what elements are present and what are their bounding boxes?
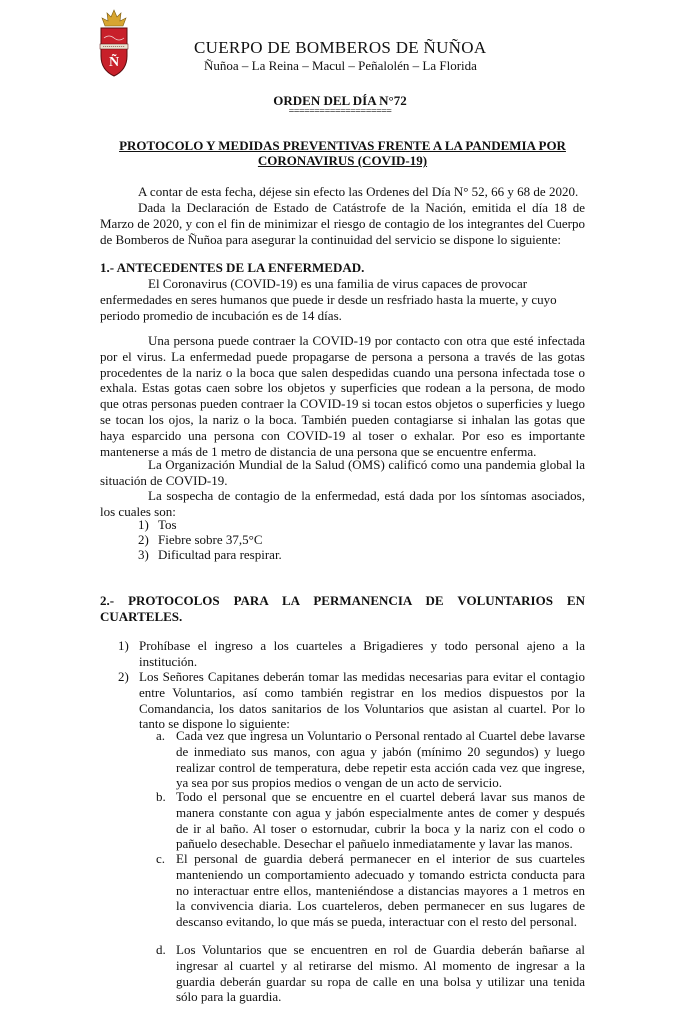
protocol-subitem-letter: c.: [156, 851, 166, 866]
organization-communes: Ñuñoa – La Reina – Macul – Peñalolén – La Florida: [204, 58, 477, 73]
section-2-heading: 2.- PROTOCOLOS PARA LA PERMANENCIA DE VOLUNTARIOS EN CUARTELES.: [100, 593, 585, 624]
fire-department-logo: [97, 8, 131, 78]
order-title-rule: ====================: [288, 106, 392, 117]
section-1-heading: 1.- ANTECEDENTES DE LA ENFERMEDAD.: [100, 260, 365, 275]
order-title: ORDEN DEL DÍA N°72: [273, 93, 407, 108]
intro-paragraph-1: A contar de esta fecha, déjese sin efecto las Ordenes del Día N° 52, 66 y 68 de 2020.: [138, 184, 579, 199]
protocol-subitem: El personal de guardia deberá permanecer en el interior de sus cuarteles manteniendo un comportamiento adecuado y tomando estricta conducta para no interactuar entre ellos, manteniéndose a distancias mayores a 1 metros en la convivencia diaria. Los cuarteleros, deben permanecer en sus lugares de descanso evitando, lo que más se pueda, interactuar con el resto del personal.: [176, 851, 585, 930]
logo-letter: Ñ: [108, 55, 120, 70]
protocol-item-number: 2): [118, 669, 129, 684]
shield-crest-icon: [97, 8, 131, 78]
protocol-subitem-letter: a.: [156, 728, 166, 743]
protocol-subitem-letter: b.: [156, 789, 166, 804]
section-1-paragraph-4: La sospecha de contagio de la enfermedad, está dada por los síntomas asociados, los cuales son:: [100, 488, 585, 519]
protocol-item: Los Señores Capitanes deberán tomar las medidas necesarias para evitar el contagio entre Voluntarios, así como también registrar en los medios dispuestos por la Comandancia, los datos sanitarios de los Voluntarios que asistan al cuartel. Por lo tanto se dispone lo siguiente:: [139, 669, 585, 732]
section-1-paragraph-2: Una persona puede contraer la COVID-19 por contacto con otra que esté infectada por el virus. La enfermedad puede propagarse de persona a persona a través de las gotas procedentes de la nariz o la boca que salen despedidas cuando una persona infectada tose o exhala. Estas gotas caen sobre los objetos y superficies que rodean a la persona, de modo que otras personas pueden contraer la COVID-19 si tocan estos objetos o superficies y luego se tocan los ojos, la nariz o la boca. También pueden contagiarse si inhalan las gotas que haya esparcido una persona con COVID-19 al toser o exhalar. Por eso es importante mantenerse a más de 1 metro de distancia de una persona que se encuentre enferma.: [100, 333, 585, 459]
protocol-item-number: 1): [118, 638, 129, 653]
symptom-number: 1): [138, 517, 149, 532]
symptom-item: Dificultad para respirar.: [158, 547, 282, 562]
protocol-subitem: Todo el personal que se encuentre en el cuartel deberá lavar sus manos de manera constante con agua y jabón especialmente antes de comer y después de ir al baño. Al toser o estornudar, cubrir la boca y la nariz con el codo o pañuelo desechable. Desechar el pañuelo inmediatamente y lavar las manos.: [176, 789, 585, 852]
protocol-subitem-letter: d.: [156, 942, 166, 957]
section-1-paragraph-1: El Coronavirus (COVID-19) es una familia de virus capaces de provocar enfermedades en seres humanos que puede ir desde un resfriado hasta la muerte, y cuyo periodo promedio de incubación es de 14 días.: [100, 276, 557, 323]
symptom-item: Fiebre sobre 37,5°C: [158, 532, 263, 547]
protocol-subitem: Cada vez que ingresa un Voluntario o Personal rentado al Cuartel debe lavarse de inmediato sus manos, con agua y jabón (mínimo 20 segundos) y luego realizar control de temperatura, debe repetir esta acción cada vez que ingrese, ya sea por sus propios medios o vengan de un acto de servicio.: [176, 728, 585, 791]
symptom-number: 2): [138, 532, 149, 547]
document-title: PROTOCOLO Y MEDIDAS PREVENTIVAS FRENTE A LA PANDEMIA POR CORONAVIRUS (COVID-19): [119, 138, 566, 168]
intro-paragraph-2: Dada la Declaración de Estado de Catástrofe de la Nación, emitida el día 18 de Marzo de 2020, y con el fin de minimizar el riesgo de contagio de los integrantes del Cuerpo de Bomberos de Ñuñoa para asegurar la continuidad del servicio se dispone lo siguiente:: [100, 200, 585, 247]
symptom-number: 3): [138, 547, 149, 562]
protocol-item: Prohíbase el ingreso a los cuarteles a Brigadieres y todo personal ajeno a la institución.: [139, 638, 585, 669]
organization-name: CUERPO DE BOMBEROS DE ÑUÑOA: [194, 38, 487, 57]
section-1-paragraph-3: La Organización Mundial de la Salud (OMS) calificó como una pandemia global la situación de COVID-19.: [100, 457, 585, 488]
symptom-item: Tos: [158, 517, 177, 532]
protocol-subitem: Los Voluntarios que se encuentren en rol de Guardia deberán bañarse al ingresar al cuartel y al retirarse del mismo. Al momento de ingresar a la guardia deberán guardar su ropa de calle en una bolsa y utilizar una tenida sólo para la guardia.: [176, 942, 585, 1005]
